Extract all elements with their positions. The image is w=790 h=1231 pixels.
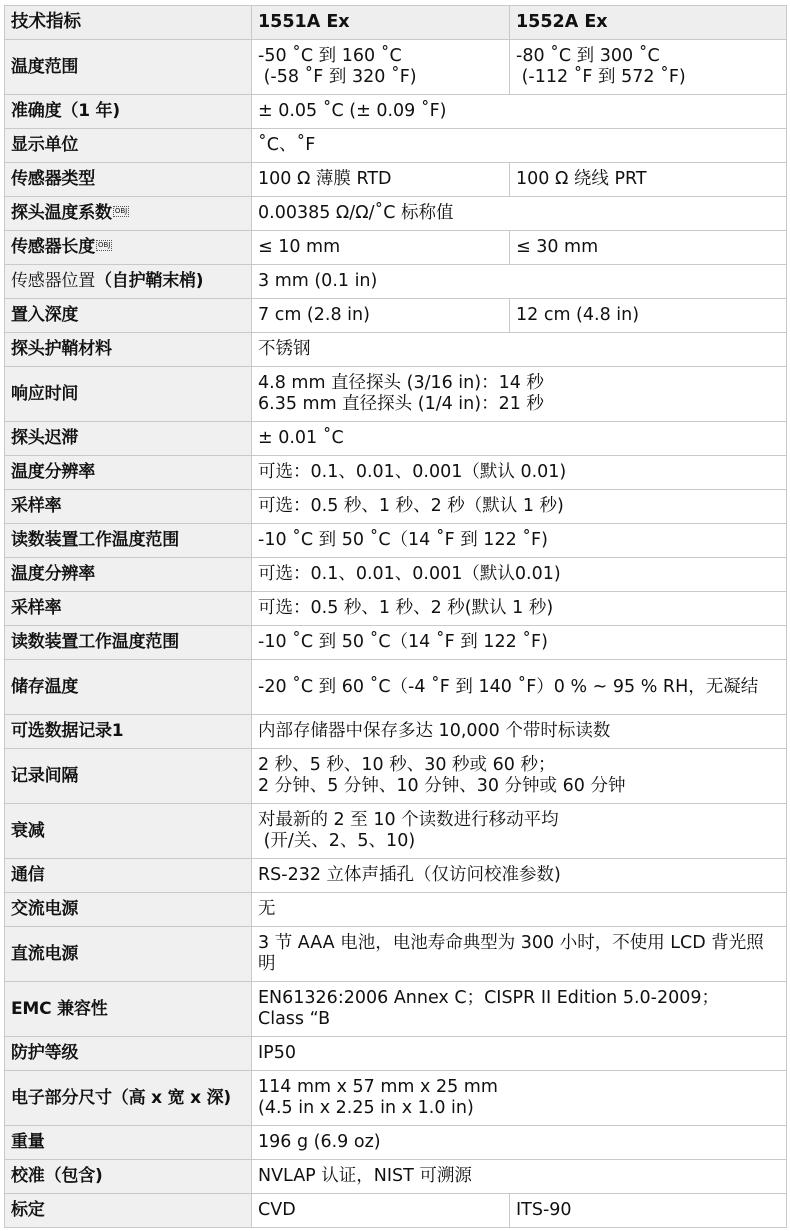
value-line: 2 秒、5 秒、10 秒、30 秒或 60 秒； [258,755,556,775]
row-label: 储存温度 [5,660,252,715]
value-text: -20 ˚C 到 60 ˚C（-4 ˚F 到 140 ˚F）0 % ~ 95 % RH，无凝结 [258,676,759,697]
row-label-qualifier: （自护鞘末梢) [95,271,204,291]
table-row [5,524,787,558]
table-row [5,1160,787,1194]
row-label: 读数装置工作温度范围 [5,626,252,660]
row-value: RS-232 立体声插孔（仅访问校准参数) [252,859,787,893]
row-value: 可选：0.5 秒、1 秒、2 秒(默认 1 秒) [252,592,787,626]
header-model-1552a: 1552A Ex [510,6,787,40]
row-value: 可选：0.1、0.01、0.001（默认0.01) [252,558,787,592]
row-value: 可选：0.1、0.01、0.001（默认 0.01) [252,456,787,490]
table-row [5,749,787,804]
table-row [5,231,787,265]
row-label: 校准（包含) [5,1160,252,1194]
row-value: 3 mm (0.1 in) [252,265,787,299]
row-label: 探头护鞘材料 [5,333,252,367]
row-label: 温度范围 [5,40,252,95]
table-row [5,1071,787,1126]
table-row [5,490,787,524]
value-line: 2 分钟、5 分钟、10 分钟、30 分钟或 60 分钟 [258,776,626,796]
row-value: 不锈钢 [252,333,787,367]
row-value [252,927,787,982]
value-line: -50 ˚C 到 160 ˚C [258,46,402,66]
row-value: -10 ˚C 到 50 ˚C（14 ˚F 到 122 ˚F) [252,626,787,660]
value-line: -80 ˚C 到 300 ˚C [516,46,660,66]
value-text: 3 节 AAA 电池，电池寿命典型为 300 小时，不使用 LCD 背光照明 [258,933,764,974]
row-label: 温度分辨率 [5,456,252,490]
value-line: Class “B [258,1009,331,1029]
table-row [5,715,787,749]
table-row [5,982,787,1037]
row-label: 置入深度 [5,299,252,333]
row-value [252,804,787,859]
obj-placeholder-icon: OBJ [114,207,128,215]
table-row [5,333,787,367]
row-label [5,265,252,299]
row-label-text: 传感器长度 [11,237,95,257]
row-label: 可选数据记录1 [5,715,252,749]
value-line: 6.35 mm 直径探头 (1/4 in)：21 秒 [258,394,544,414]
table-row [5,859,787,893]
row-value [252,1071,787,1126]
value-line: EN61326:2006 Annex C；CISPR II Edition 5.0-2009； [258,988,720,1008]
row-value [252,367,787,422]
row-label [5,197,252,231]
row-label: 电子部分尺寸（高 x 宽 x 深) [5,1071,252,1126]
value-line: 对最新的 2 至 10 个读数进行移动平均 [258,810,559,830]
value-1551a: ≤ 10 mm [252,231,510,265]
row-label: EMC 兼容性 [5,982,252,1037]
row-value [252,749,787,804]
table-row [5,422,787,456]
table-row [5,265,787,299]
row-value: 内部存储器中保存多达 10,000 个带时标读数 [252,715,787,749]
row-label: 显示单位 [5,129,252,163]
row-label-text: 传感器位置 [11,271,95,291]
spec-table-container [4,5,786,1228]
table-row [5,592,787,626]
row-value: 可选：0.5 秒、1 秒、2 秒（默认 1 秒) [252,490,787,524]
row-label: 采样率 [5,490,252,524]
table-row [5,456,787,490]
value-1551a: CVD [252,1194,510,1228]
row-label: 直流电源 [5,927,252,982]
table-row [5,660,787,715]
row-label [5,231,252,265]
table-row [5,927,787,982]
value-1551a: 7 cm (2.8 in) [252,299,510,333]
row-label: 记录间隔 [5,749,252,804]
row-label: 传感器类型 [5,163,252,197]
row-label: 准确度（1 年) [5,95,252,129]
row-value: ± 0.05 ˚C (± 0.09 ˚F) [252,95,787,129]
table-row [5,95,787,129]
value-line: (-112 ˚F 到 572 ˚F) [516,67,686,87]
table-row [5,40,787,95]
table-row [5,197,787,231]
row-label: 衰减 [5,804,252,859]
value-line: (开/关、2、5、10) [258,831,416,851]
value-line: 114 mm x 57 mm x 25 mm [258,1077,498,1097]
value-1552a: 100 Ω 绕线 PRT [510,163,787,197]
spec-table [4,5,787,1228]
row-label: 重量 [5,1126,252,1160]
table-header-row [5,6,787,40]
row-label: 读数装置工作温度范围 [5,524,252,558]
value-1552a: ≤ 30 mm [510,231,787,265]
row-value: NVLAP 认证，NIST 可溯源 [252,1160,787,1194]
row-label: 响应时间 [5,367,252,422]
row-label: 交流电源 [5,893,252,927]
value-line: (-58 ˚F 到 320 ˚F) [258,67,417,87]
row-value [252,982,787,1037]
row-label-text: 探头温度系数 [11,203,112,223]
value-1551a [252,40,510,95]
table-row [5,626,787,660]
value-line: (4.5 in x 2.25 in x 1.0 in) [258,1098,474,1118]
table-row [5,1037,787,1071]
row-value: 196 g (6.9 oz) [252,1126,787,1160]
row-label: 标定 [5,1194,252,1228]
table-row [5,367,787,422]
row-value: 无 [252,893,787,927]
row-value: ˚C、˚F [252,129,787,163]
value-1552a [510,40,787,95]
table-row [5,804,787,859]
table-row [5,163,787,197]
row-label: 采样率 [5,592,252,626]
row-label: 探头迟滞 [5,422,252,456]
row-value: ± 0.01 ˚C [252,422,787,456]
row-value [252,660,787,715]
header-spec: 技术指标 [5,6,252,40]
row-value: 0.00385 Ω/Ω/˚C 标称值 [252,197,787,231]
table-row [5,893,787,927]
table-row [5,558,787,592]
row-label: 防护等级 [5,1037,252,1071]
header-model-1551a: 1551A Ex [252,6,510,40]
table-row [5,1126,787,1160]
obj-placeholder-icon: OBJ [98,241,111,249]
value-1552a: ITS-90 [510,1194,787,1228]
value-line: 4.8 mm 直径探头 (3/16 in)：14 秒 [258,373,544,393]
row-label: 通信 [5,859,252,893]
table-row [5,299,787,333]
table-row [5,1194,787,1228]
table-row [5,129,787,163]
value-1552a: 12 cm (4.8 in) [510,299,787,333]
row-value: IP50 [252,1037,787,1071]
row-value: -10 ˚C 到 50 ˚C（14 ˚F 到 122 ˚F) [252,524,787,558]
row-label: 温度分辨率 [5,558,252,592]
value-1551a: 100 Ω 薄膜 RTD [252,163,510,197]
